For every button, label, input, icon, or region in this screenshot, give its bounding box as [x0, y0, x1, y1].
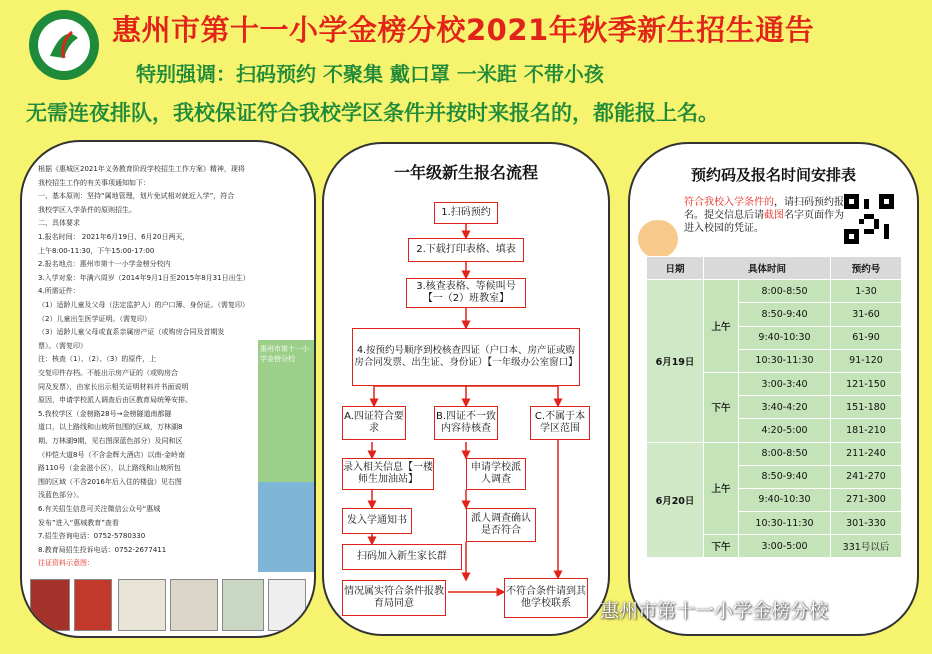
notice-line: （3）适龄儿童父母或直系亲属房产证（或购房合同及首期发	[38, 328, 225, 337]
time-cell: 9:40-10:30	[739, 488, 831, 511]
notice-line: 围的区域（不含2016年后入住的楼盘）见右图	[38, 477, 182, 486]
flow-step: 录入相关信息【一楼师生加油站】	[342, 458, 434, 490]
notice-line: （1）适龄儿童及父母（法定监护人）的户口簿、身份证。（需复印）	[38, 301, 249, 309]
page-title: 惠州市第十一小学金榜分校2021年秋季新生招生通告	[112, 13, 815, 47]
flow-step: 发入学通知书	[342, 508, 412, 534]
notice-line: 一、基本原则：坚持“属地管理，划片免试相对就近入学”，符合	[38, 192, 235, 201]
notice-line: 二、具体要求	[38, 219, 80, 228]
number-cell: 31-60	[831, 303, 902, 326]
notice-line: 同及发票），由家长出示相关证明材料并书面说明	[38, 382, 189, 391]
time-cell: 10:30-11:30	[739, 512, 831, 535]
notice-line: 4.所需证件：	[38, 287, 80, 296]
notice-line: 8.教育局招生投诉电话：0752-2677411	[38, 545, 167, 554]
emphasis-line: 特别强调：扫码预约 不聚集 戴口罩 一米距 不带小孩	[136, 62, 604, 86]
notice-line: 浅蓝色部分）。	[38, 491, 84, 500]
time-cell: 4:20-5:00	[739, 419, 831, 442]
number-cell: 331号以后	[831, 535, 902, 558]
notice-line: 上午8:00-11:30，下午15:00-17:00	[38, 246, 155, 255]
notice-line: 往证资料示意图：	[38, 559, 94, 568]
schedule-note: 符合我校入学条件的，请扫码预约报名。提交信息后请截图名字页面作为进入校园的凭证。	[684, 197, 844, 234]
flow-title: 一年级新生报名流程	[393, 163, 538, 182]
time-cell: 8:00-8:50	[739, 280, 831, 303]
notice-line: 我校招生工作的有关事项通知如下：	[38, 178, 150, 187]
flow-step: B.四证不一致内容待核查	[434, 406, 498, 440]
time-cell: 8:00-8:50	[739, 442, 831, 465]
schedule-title: 预约码及报名时间安排表	[690, 166, 856, 184]
number-cell: 151-180	[831, 396, 902, 419]
flow-panel	[322, 142, 610, 636]
header-date: 日期	[647, 257, 704, 280]
notice-panel	[20, 140, 316, 638]
table-header-row	[647, 257, 902, 280]
notice-line: 票）。（需复印）	[38, 341, 87, 350]
flow-step: 3.核查表格、等候叫号【一（2）班教室】	[406, 278, 526, 308]
notice-line: 注：核查（1）、（2）、（3）的原件，上	[38, 355, 157, 364]
number-cell: 241-270	[831, 465, 902, 488]
notice-line: 5.我校学区（金榜路28号→金榜隧道南都隧	[38, 409, 172, 418]
notice-line: 3.入学对象：年满六周岁（2014年9月1日至2015年8月31日出生）	[38, 273, 250, 282]
notice-line: 6.有关招生信息可关注微信公众号“惠城	[38, 505, 161, 513]
child-cartoon	[638, 220, 678, 258]
number-cell: 121-150	[831, 372, 902, 395]
notice-line: 交复印件存档。不能出示房产证的（或购房合	[38, 369, 178, 377]
notice-line: （2）儿童出生医学证明。（需复印）	[38, 314, 151, 323]
date-cell: 6月20日	[647, 442, 704, 558]
flow-step: 申请学校派人调查	[466, 458, 526, 490]
notice-line: 根据《惠城区2021年义务教育阶段学校招生工作方案》精神，现将	[38, 165, 245, 173]
time-cell: 3:40-4:20	[739, 396, 831, 419]
flow-step: 扫码加入新生家长群	[342, 544, 462, 570]
qr-code[interactable]	[844, 194, 894, 244]
notice-line: 发布”进入“惠城教育”查看	[38, 518, 119, 527]
notice-line: 我校学区入学条件的原则招生。	[38, 205, 136, 214]
flow-step: 1.扫码预约	[434, 202, 498, 224]
number-cell: 271-300	[831, 488, 902, 511]
number-cell: 181-210	[831, 419, 902, 442]
schedule-table	[646, 256, 902, 558]
notice-line: 原因，申请学校派人调查后由区教育局统筹安排。	[38, 396, 192, 405]
time-cell: 10:30-11:30	[739, 349, 831, 372]
table-row	[647, 442, 902, 465]
time-cell: 8:50-9:40	[739, 465, 831, 488]
time-cell: 9:40-10:30	[739, 326, 831, 349]
property-cert-photo	[74, 579, 112, 631]
school-logo	[20, 8, 108, 82]
notice-line: （仲恺大道8号（不含金辉大酒店）以南-金岭南	[38, 450, 185, 459]
schedule-panel	[628, 142, 919, 636]
header-time: 具体时间	[704, 257, 831, 280]
id-card-photo	[222, 579, 264, 631]
am-cell: 上午	[704, 280, 739, 373]
flow-step: C.不属于本学区范围	[530, 406, 590, 440]
birth-cert-photo	[118, 579, 166, 631]
flow-step: A.四证符合要求	[342, 406, 406, 440]
number-cell: 1-30	[831, 280, 902, 303]
header-number: 预约号	[831, 257, 902, 280]
flow-step: 派人调查确认是否符合	[466, 508, 536, 542]
flow-step: 不符合条件请到其他学校联系	[504, 578, 588, 618]
notice-line: 2.报名地点：惠州市第十一小学金榜分校内	[38, 260, 171, 269]
document-photo	[268, 579, 306, 631]
flow-step: 4.按预约号顺序到校核查四证（户口本、房产证或购房合同发票、出生证、身份证）【一年级办公室窗口】	[352, 328, 580, 386]
am-cell: 上午	[704, 442, 739, 535]
number-cell: 61-90	[831, 326, 902, 349]
notice-line: 期、万林湖9期，见右图深蓝色部分）及同和区	[38, 437, 183, 445]
number-cell: 211-240	[831, 442, 902, 465]
flow-step: 2.下载打印表格、填表	[408, 238, 524, 262]
contract-photo	[170, 579, 218, 631]
notice-line: 路110号（金金滋小区），以上路线和山坡所包	[38, 464, 181, 473]
number-cell: 91-120	[831, 349, 902, 372]
guarantee-line: 无需连夜排队，我校保证符合我校学区条件并按时来报名的，都能报上名。	[26, 101, 719, 125]
number-cell: 301-330	[831, 512, 902, 535]
time-cell: 8:50-9:40	[739, 303, 831, 326]
flow-step: 情况属实符合条件报教育局同意	[342, 580, 446, 616]
notice-line: 7.招生咨询电话：0752-5780330	[38, 532, 146, 541]
time-cell: 3:00-3:40	[739, 372, 831, 395]
notice-line: 1.报名时间： 2021年6月19日、6月20日两天，	[38, 233, 190, 241]
district-map-water	[258, 482, 314, 572]
pm-cell: 下午	[704, 372, 739, 442]
date-cell: 6月19日	[647, 280, 704, 442]
watermark: 惠州市第十一小学金榜分校	[600, 600, 829, 622]
map-label: 惠州市第十一小学金榜分校	[260, 345, 309, 363]
hukou-photo	[30, 579, 70, 631]
notice-line: 道口，以上路线和山坡所包围的区域，万林湖8	[38, 423, 183, 432]
pm-cell: 下午	[704, 535, 739, 558]
time-cell: 3:00-5:00	[739, 535, 831, 558]
table-row	[647, 280, 902, 303]
